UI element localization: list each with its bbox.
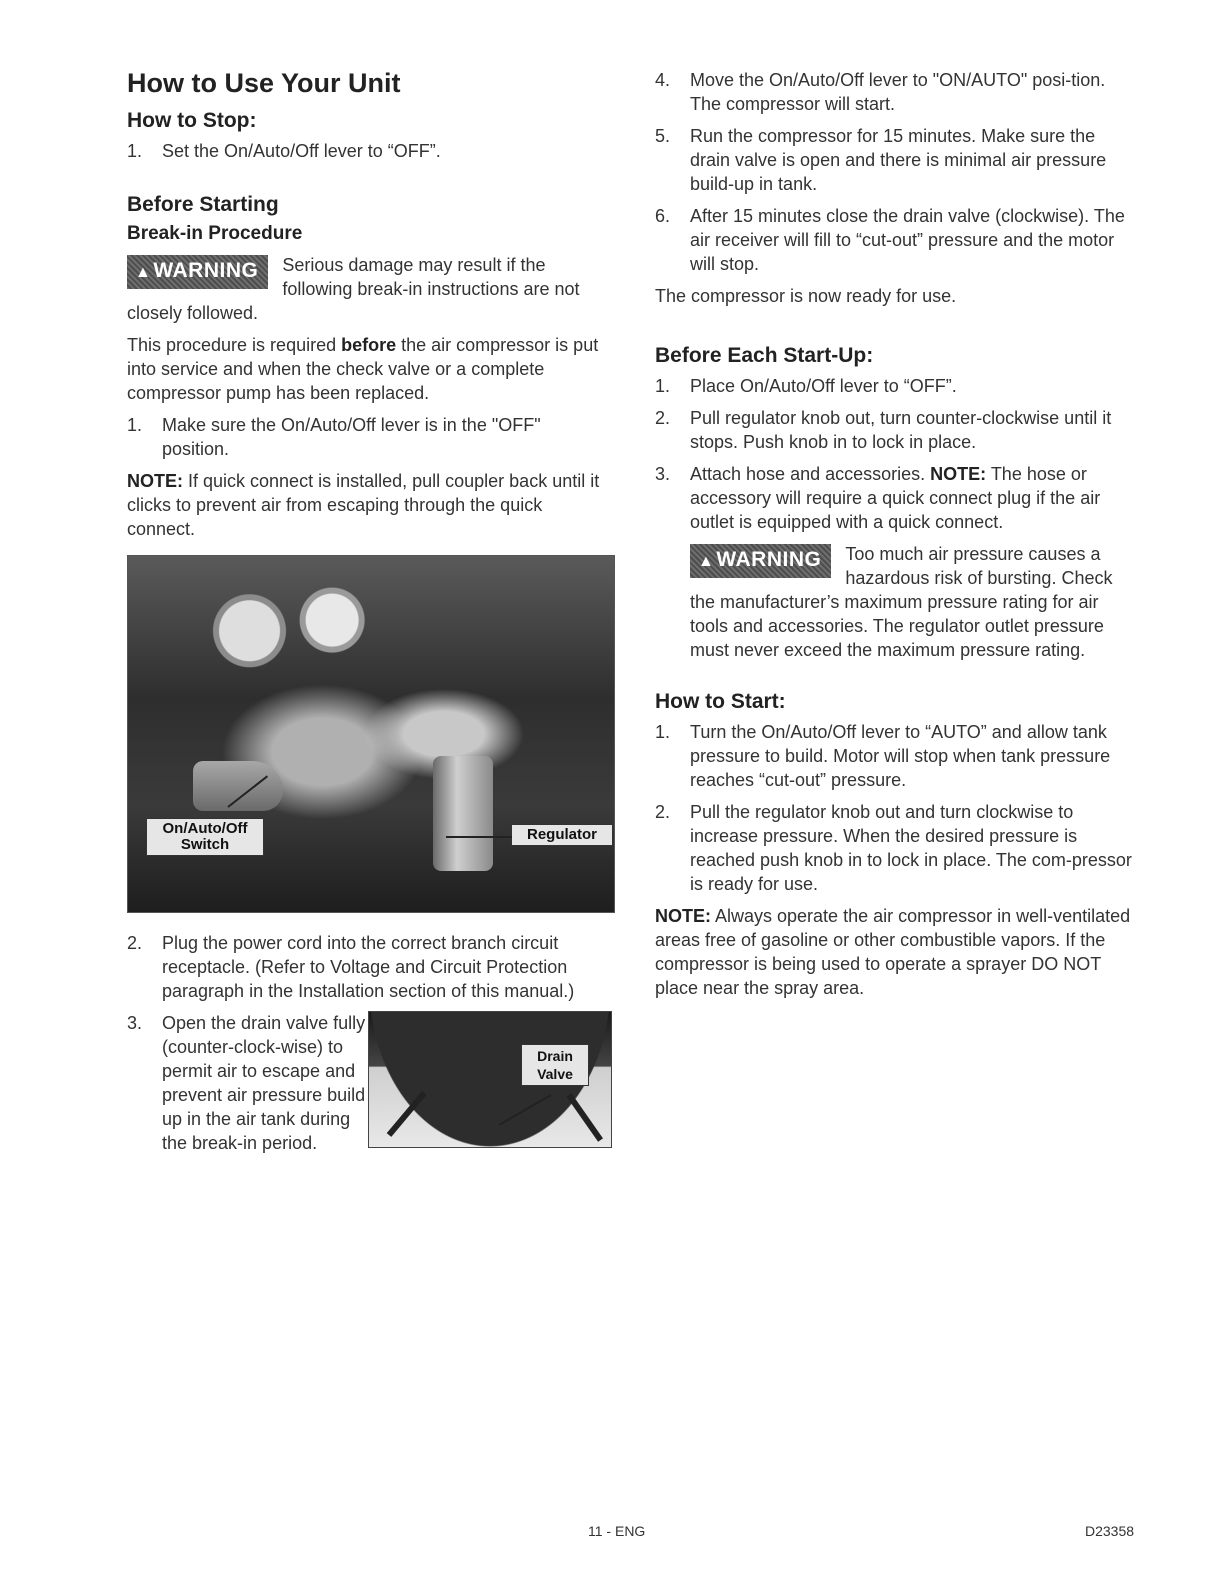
warning-paragraph — [127, 253, 612, 325]
breakin-steps-cont — [655, 68, 1140, 276]
drain-valve-photo — [368, 1011, 612, 1148]
note-label: NOTE: — [655, 906, 711, 926]
step-number: 6. — [655, 206, 671, 226]
regulator-switch-photo — [127, 555, 615, 913]
breakin-step-2 — [127, 931, 612, 1003]
document-code: D23358 — [1085, 1523, 1135, 1539]
breakin-step-4 — [655, 68, 1140, 116]
warning-badge — [127, 255, 268, 289]
regulator-body-shape — [433, 756, 493, 871]
drain-callout — [521, 1044, 589, 1086]
breakin-step-5 — [655, 124, 1140, 196]
note-label: NOTE: — [127, 471, 183, 491]
stop-step-1 — [127, 139, 612, 163]
warning-triangle-icon: ▲ — [698, 553, 715, 570]
tank-leg-left — [387, 1091, 427, 1137]
right-column — [655, 68, 1140, 1008]
step-text: Turn the On/Auto/Off lever to “AUTO” and allow tank pressure to build. Motor will stop when tank pressure reaches “cut-out” pressure. — [690, 722, 1111, 790]
start-step-1 — [655, 720, 1140, 792]
step-text-pre: Attach hose and accessories. — [690, 464, 931, 484]
breakin-steps-b — [127, 931, 612, 1003]
drain-callout-line1: Drain — [537, 1048, 573, 1064]
pressure-warning — [690, 542, 1140, 662]
step-number: 1. — [655, 376, 671, 396]
warning-triangle-icon: ▲ — [135, 264, 152, 281]
note-text: If quick connect is installed, pull coupler back until it clicks to prevent air from escaping through the quick connect. — [127, 471, 600, 539]
note-quick-connect — [127, 469, 612, 541]
start-steps — [655, 720, 1140, 896]
procedure-text-post: the air compressor is put into service and when the check valve or a complete compressor pump has been replaced. — [127, 335, 599, 403]
before-starting-heading: Before Starting — [127, 193, 279, 216]
warning-label: WARNING — [716, 548, 822, 571]
step-text: Plug the power cord into the correct branch circuit receptacle. (Refer to Voltage and Circuit Protection paragraph in the Installation section of this manual.) — [162, 933, 575, 1001]
regulator-callout: Regulator — [511, 824, 613, 846]
step-text-post: The hose or accessory will require a quick connect plug if the air outlet is equipped with a quick connect. — [690, 464, 1101, 532]
step-number: 2. — [127, 933, 143, 953]
step-text: Pull regulator knob out, turn counter-clockwise until it stops. Push knob in to lock in place. — [690, 408, 1112, 452]
breakin-steps-a — [127, 413, 612, 461]
ready-text: The compressor is now ready for use. — [655, 286, 957, 306]
switch-callout-line1: On/Auto/Off — [162, 820, 248, 837]
step-text: Make sure the On/Auto/Off lever is in the "OFF" position. — [162, 415, 541, 459]
warning-text: Serious damage may result if the following break-in instructions are not closely followed. — [127, 255, 580, 323]
stop-heading: How to Stop: — [127, 109, 257, 132]
page-number: 11 - ENG — [588, 1523, 646, 1539]
step-number: 1. — [655, 722, 671, 742]
stop-steps — [127, 139, 612, 163]
startup-steps — [655, 374, 1140, 534]
startup-step-1 — [655, 374, 1140, 398]
drain-step-wrap — [127, 1011, 612, 1155]
procedure-text-bold: before — [341, 335, 397, 355]
warning-text: Too much air pressure causes a hazardous risk of bursting. Check the manufacturer’s maximum pressure rating for air tools and accessories. The regulator outlet pressure must never exceed the maximum pressure rating. — [690, 544, 1113, 660]
step-number: 4. — [655, 70, 671, 90]
drain-callout-line2: Valve — [537, 1066, 573, 1082]
procedure-paragraph — [127, 333, 612, 405]
start-heading: How to Start: — [655, 690, 786, 713]
breakin-step-3 — [127, 1011, 377, 1155]
regulator-arrow — [446, 836, 512, 838]
warning-badge — [690, 544, 831, 578]
step-number: 1. — [127, 415, 143, 435]
startup-step-3 — [655, 462, 1140, 534]
step-text: Set the On/Auto/Off lever to “OFF”. — [162, 141, 441, 161]
switch-callout-line2: Switch — [180, 836, 230, 853]
startup-step-2 — [655, 406, 1140, 454]
step-text: Pull the regulator knob out and turn clockwise to increase pressure. When the desired pressure is reached push knob in to lock in place. The com-pressor is ready for use. — [690, 802, 1132, 894]
step-text: Place On/Auto/Off lever to “OFF”. — [690, 376, 957, 396]
drain-arrow — [499, 1094, 552, 1126]
start-step-2 — [655, 800, 1140, 896]
page-title: How to Use Your Unit — [127, 68, 401, 98]
step-number: 1. — [127, 141, 143, 161]
step-text: Open the drain valve fully (counter-clock-wise) to permit air to escape and prevent air pressure build up in the air tank during the break-in period. — [162, 1013, 366, 1153]
step-number: 2. — [655, 408, 671, 428]
note-label: NOTE: — [930, 464, 987, 484]
breakin-step-6 — [655, 204, 1140, 276]
step-number: 5. — [655, 126, 671, 146]
left-column — [127, 60, 612, 1163]
each-startup-heading: Before Each Start-Up: — [655, 344, 874, 367]
step-text: Move the On/Auto/Off lever to "ON/AUTO" posi-tion. The compressor will start. — [690, 70, 1106, 114]
note-text: Always operate the air compressor in well-ventilated areas free of gasoline or other combustible vapors. If the compressor is being used to operate a sprayer DO NOT place near the spray area. — [655, 906, 1131, 998]
tank-leg-right — [567, 1093, 603, 1141]
switch-callout — [146, 818, 264, 856]
switch-lever-shape — [193, 761, 283, 811]
breakin-heading: Break-in Procedure — [127, 223, 303, 244]
note-ventilation — [655, 904, 1140, 1000]
step-text — [690, 464, 1100, 532]
step-number: 2. — [655, 802, 671, 822]
breakin-step-1 — [127, 413, 612, 461]
procedure-text-pre: This procedure is required — [127, 335, 342, 355]
step-text: After 15 minutes close the drain valve (clockwise). The air receiver will fill to “cut-out” pressure and the motor will stop. — [690, 206, 1125, 274]
step-text: Run the compressor for 15 minutes. Make sure the drain valve is open and there is minimal air pressure build-up in tank. — [690, 126, 1107, 194]
step-number: 3. — [655, 464, 671, 484]
step-number: 3. — [127, 1013, 143, 1033]
warning-label: WARNING — [153, 259, 259, 282]
